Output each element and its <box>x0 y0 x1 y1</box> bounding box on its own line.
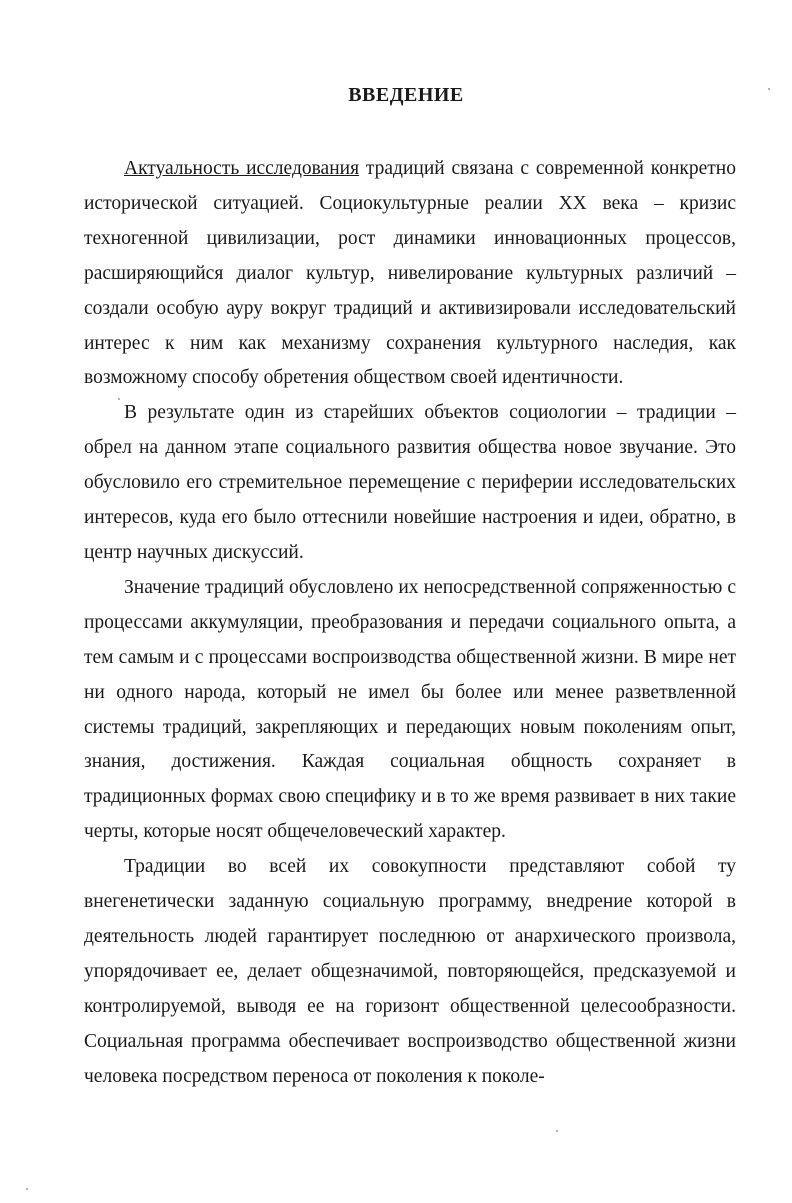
paragraph-4: Традиции во всей их совокупности представляют собой ту внегенетически заданную социальную программу, внедрение которой в деятельность людей гарантирует последнюю от анархического произвола, упорядочивает ее, делает общезначимой, повторяющейся, предсказуемой и контролируемой, выводя ее на горизонт общественной целесообразности. Социальная программа обеспечивает воспроизводство общественной жизни человека посредством переноса от поколения к поколе- <box>84 856 736 1087</box>
scan-speck <box>556 1130 558 1132</box>
scan-speck <box>26 1188 28 1190</box>
document-body <box>84 152 736 1094</box>
paragraph-3: Значение традиций обусловлено их непосредственной сопряженностью с процессами аккумуляции, преобразования и передачи социального опыта, а тем самым и с процессами воспроизводства общественной жизни. В мире нет ни одного народа, который не имел бы более или менее разветвленной системы традиций, закрепляющих и передающих новым поколениям опыт, знания, достижения. Каждая социальная общность сохраняет в традиционных формах свою специфику и в то же время развивает в них такие черты, которые носят общечеловеческий характер. <box>84 576 736 843</box>
page-title: ВВЕДЕНИЕ <box>348 84 464 106</box>
paragraph-2: В результате один из старейших объектов социологии – традиции – обрел на данном этапе социального развития общества новое звучание. Это обусловило его стремительное перемещение с периферии исследовательских интересов, куда его было оттеснили новейшие настроения и идеи, обратно, в центр научных дискуссий. <box>84 402 736 563</box>
paragraph-1 <box>84 152 736 396</box>
underlined-term: Актуальность исследования <box>124 158 360 179</box>
paragraph-1-text: традиций связана с современной конкретно исторической ситуацией. Социокультурные реалии XX века – кризис техногенной цивилизации, рост динамики инновационных процессов, расширяющийся диалог культур, нивелирование культурных различий – создали особую ауру вокруг традиций и активизировали исследовательский интерес к ним как механизму сохранения культурного наследия, как возможному способу обретения обществом своей идентичности. <box>84 158 736 389</box>
scan-speck <box>118 398 120 400</box>
scan-speck <box>768 88 770 90</box>
